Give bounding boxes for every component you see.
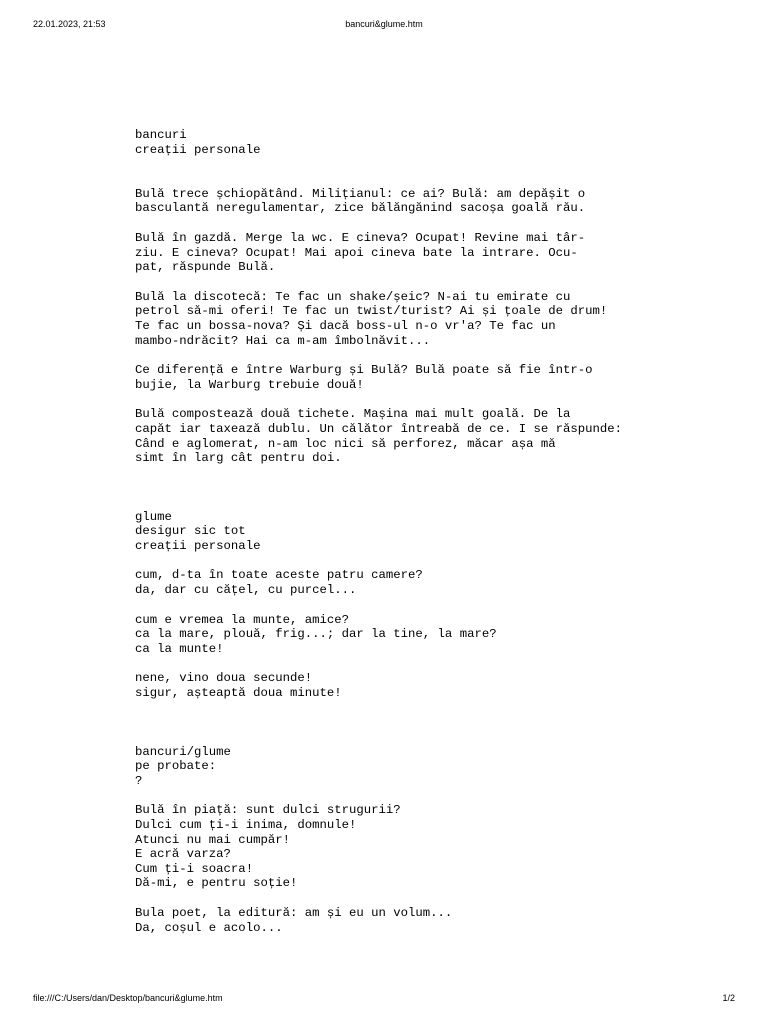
text-line: simt în larg cât pentru doi. (135, 451, 342, 466)
text-line: Bulă trece șchiopătând. Milițianul: ce ai? Bulă: am depășit o (135, 186, 586, 201)
print-datetime: 22.01.2023, 21:53 (33, 19, 106, 29)
text-line: Ce diferență e între Warburg și Bulă? Bulă poate să fie într-o (135, 363, 593, 378)
text-line: Dulci cum ți-i inima, domnule! (135, 818, 357, 832)
text-line: cum, d-ta în toate aceste patru camere? (135, 568, 423, 583)
text-line: Bulă la discotecă: Te fac un shake/șeic? N-ai tu emirate cu (135, 289, 571, 304)
section-subheading: creații personale (135, 538, 261, 553)
joke (135, 906, 735, 935)
joke (135, 290, 735, 348)
section-glume (135, 510, 735, 701)
text-line: ziu. E cineva? Ocupat! Mai apoi cineva bate la intrare. Ocu- (135, 245, 578, 260)
page-number: 1/2 (722, 993, 735, 1003)
section-bancuri (135, 128, 735, 466)
text-line: ca la mare, plouă, frig...; dar la tine, la mare? (135, 627, 497, 642)
text-line: Dă-mi, e pentru soție! (135, 876, 298, 891)
text-line: Da, coșul e acolo... (135, 920, 283, 935)
text-line: pat, răspunde Bulă. (135, 260, 276, 275)
text-line: nene, vino doua secunde! (135, 671, 313, 686)
text-line: petrol să-mi oferi! Te fac un twist/turist? Ai și țoale de drum! (135, 304, 608, 319)
text-line: Bulă compostează două tichete. Mașina mai mult goală. De la (135, 407, 571, 422)
text-line: cum e vremea la munte, amice? (135, 612, 350, 627)
joke (135, 363, 735, 392)
joke (135, 407, 735, 465)
section-subheading: desigur sic tot (135, 524, 246, 539)
text-line: Cum ți-i soacra! (135, 861, 254, 876)
text-line: Bula poet, la editură: am și eu un volum... (135, 905, 453, 920)
text-line: da, dar cu cățel, cu purcel... (135, 583, 357, 598)
text-line: mambo-ndrăcit? Hai ca m-am îmbolnăvit... (135, 333, 431, 348)
text-line: sigur, așteaptă doua minute! (135, 686, 342, 701)
section-heading: bancuri (135, 128, 187, 142)
section-subheading: creații personale (135, 142, 261, 157)
section-heading: glume (135, 509, 172, 524)
file-path: file:///C:/Users/dan/Desktop/bancuri&glume.htm (33, 993, 223, 1003)
joke (135, 671, 735, 700)
text-line: Bulă în piață: sunt dulci strugurii? (135, 803, 401, 818)
joke (135, 613, 735, 657)
joke (135, 803, 735, 891)
text-line: basculantă neregulamentar, zice bălăngănind sacoșa goală rău. (135, 201, 586, 216)
section-subheading: pe probate: (135, 759, 217, 774)
section-heading: bancuri/glume (135, 744, 231, 759)
joke (135, 231, 735, 275)
text-line: ca la munte! (135, 641, 224, 656)
section-bancuri-glume (135, 745, 735, 936)
joke (135, 187, 735, 216)
text-line: E acră varza? (135, 847, 231, 862)
text-line: capăt iar taxează dublu. Un călător întreabă de ce. I se răspunde: (135, 421, 623, 436)
text-line: Când e aglomerat, n-am loc nici să perforez, măcar așa mă (135, 436, 556, 451)
text-line: Te fac un bossa-nova? Și dacă boss-ul n-o vr'a? Te fac un (135, 318, 556, 333)
text-line: Atunci nu mai cumpăr! (135, 832, 290, 847)
joke (135, 568, 735, 597)
text-line: Bulă în gazdă. Merge la wc. E cineva? Ocupat! Revine mai târ- (135, 230, 586, 245)
document-title: bancuri&glume.htm (345, 19, 423, 29)
text-line: bujie, la Warburg trebuie două! (135, 377, 364, 392)
document-body (135, 128, 735, 935)
section-subheading: ? (135, 773, 143, 788)
